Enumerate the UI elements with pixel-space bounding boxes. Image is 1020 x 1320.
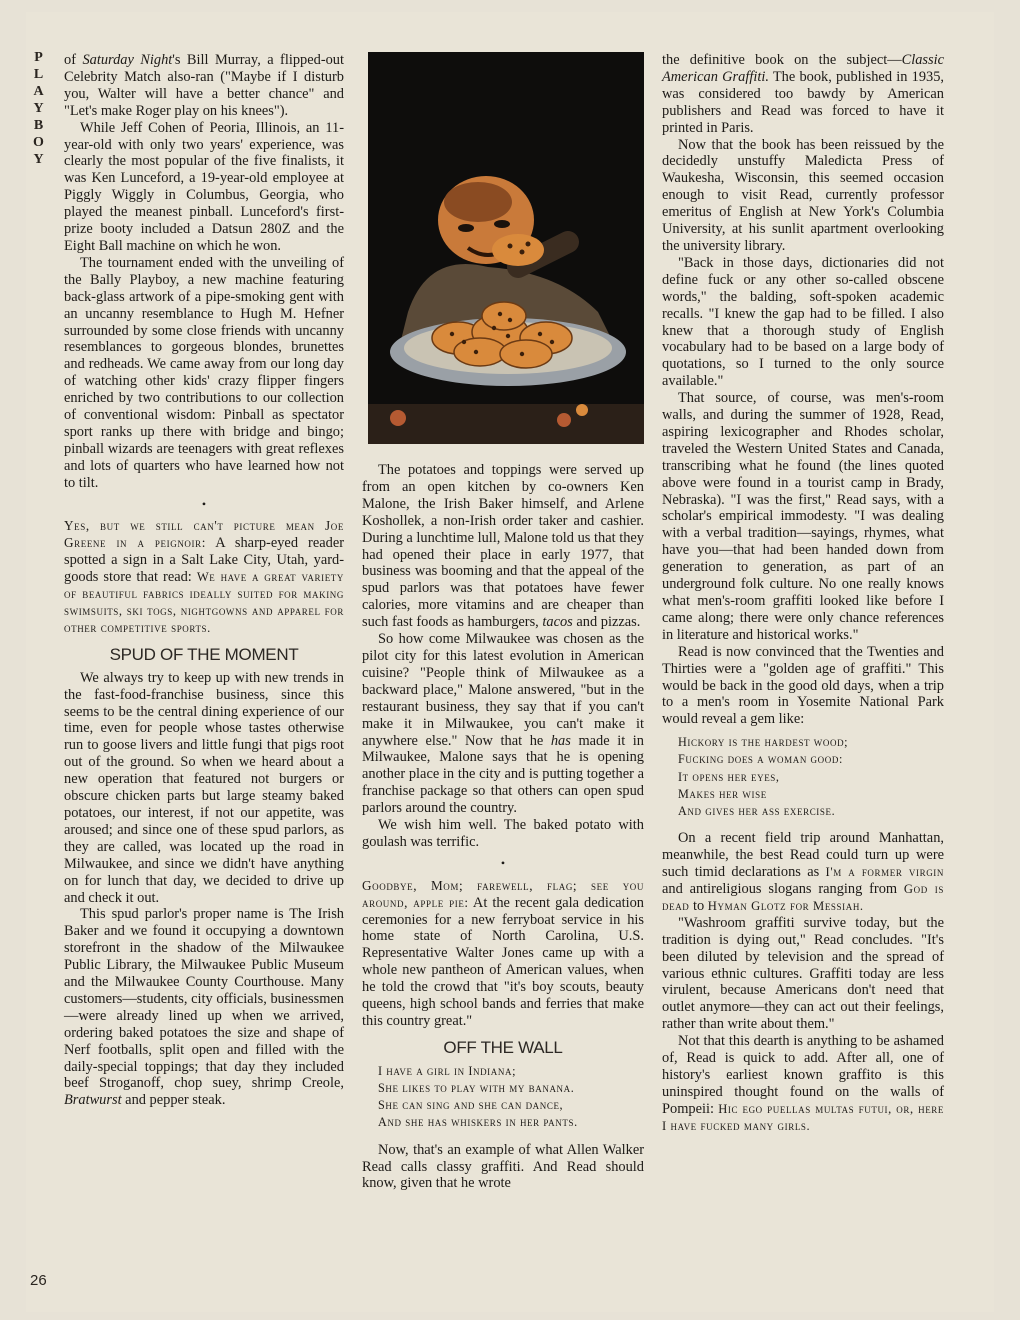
- potato-eater-illustration: [368, 52, 644, 444]
- paragraph: Now that the book has been reissued by the decidedly unstuffy Maledicta Press of Waukesha, Wisconsin, this seemed occasion enough to visit Read, currently professor emeritus of English at New York's Columbia University, at his sunlit apartment overlooking the university library.: [662, 136, 944, 254]
- verse-line: I have a girl in Indiana;: [378, 1063, 517, 1078]
- paragraph: This spud parlor's proper name is The Irish Baker and we found it occupying a downtown storefront in the shadow of the Milwaukee Public Library, the Milwaukee Public Museum and the Milwaukee County Courthouse. Many customers—students, city officials, businessmen—were already lined up when we arrived, ordering baked potatoes the size and shape of Nerf footballs, split open and filled with the daily-special toppings; that day they included beef Stroganoff, chop suey, shrimp Creole, Bratwurst and pepper steak.: [64, 906, 344, 1109]
- paragraph: While Jeff Cohen of Peoria, Illinois, an 11-year-old with only two years' experience, was clearly the most popular of the five finalists, it was Ken Lunceford, a 19-year-old employee at Piggly Wiggly in Columbus, Georgia, who played the meanest pinball. Lunceford's first-prize booty included a Datsun 280Z and the Eight Ball machine on which he won.: [64, 119, 344, 254]
- section-heading: SPUD OF THE MOMENT: [109, 644, 299, 664]
- verse-line: Hickory is the hardest wood;: [678, 735, 849, 750]
- item-paragraph: Yes, but we still can't picture mean Joe Greene in a peignoir: A sharp-eyed reader spotted a sign in a Salt Lake City, Utah, yard-goods store that read: We have a great variety of beautiful fabrics ideally suited for making swimsuits, ski togs, nightgowns and apparel for other competitive sports.: [64, 518, 344, 635]
- verse-indiana: [362, 1063, 644, 1132]
- verse-line: She can sing and she can dance,: [378, 1098, 564, 1113]
- verse-line: It opens her eyes,: [678, 769, 780, 784]
- column-3: [662, 52, 944, 1135]
- paragraph: "Back in those days, dictionaries did not define fuck or any other so-called obscene words," the balding, soft-spoken academic recalls. "I knew the gap had to be filled. I also knew that a thorough study of English vocabulary had to be based on a large body of quotations, so I turned to the only source available.": [662, 254, 944, 390]
- column-1: [64, 52, 344, 1109]
- paragraph: of Saturday Night's Bill Murray, a flipped-out Celebrity Match also-ran ("Maybe if I disturb you, Walter will have a better chance" and "Let's make Roger play on his knees").: [64, 52, 344, 119]
- item-kicker: Goodbye, Mom; farewell, flag; see you around, apple pie:: [362, 877, 644, 910]
- paragraph: The tournament ended with the unveiling of the Bally Playboy, a new machine featuring back-glass artwork of a pipe-smoking gent with an uncanny resemblance to Hugh M. Hefner surrounded by some close friends with uncanny resemblances to gorgeous blondes, brunettes and redheads. We came away from our long day of watching other kids' crazy flipper fingers enriched by two contributions to our collection of conventional wisdom: Pinball as spectator sport ranks up there with bridge and bingo; pinball wizards are teenagers with great reflexes and lots of quarters who have learned how not to tilt.: [64, 254, 344, 491]
- paragraph: The potatoes and toppings were served up from an open kitchen by co-owners Ken Malone, the Irish Baker himself, and Arlene Koshollek, a non-Irish order taker and cashier. During a lunchtime lull, Malone told us that they had opened their place in early 1977, that business was booming and that the appeal of the spud parlors was that potatoes have fewer calories, more vitamins and are cheaper than such fast foods as hamburgers, tacos and pizzas.: [362, 462, 644, 631]
- section-bullet: •: [201, 496, 207, 511]
- paragraph: We always try to keep up with new trends in the fast-food-franchise business, since this seems to be the central dining experience of our time, even for people whose tastes otherwise run to goose livers and little fungi that pigs root out of the ground. So when we heard about a new operation that featured not burgers or obscure chicken parts but large steamy baked potatoes, our interest, if not our appetite, was aroused; and since one of these spud parlors, as they are called, was located up the road in Milwaukee, and since we didn't have anything on for lunch that day, we decided to drive up and check it out.: [64, 669, 344, 906]
- paragraph: We wish him well. The baked potato with goulash was terrific.: [362, 817, 644, 850]
- paragraph: Read is now convinced that the Twenties and Thirties were a "golden age of graffiti." This would be back in the good old days, when a trip to a men's room in Yosemite National Park would reveal a gem like:: [662, 643, 944, 728]
- sign-text: We have a great variety of beautiful fabrics ideally suited for making swimsuits, ski togs, nightgowns and apparel for other competitive sports.: [64, 570, 344, 635]
- section-bullet: •: [500, 855, 506, 870]
- verse-line: Fucking does a woman good:: [678, 752, 843, 767]
- paragraph: On a recent field trip around Manhattan, meanwhile, the best Read could turn up were such timid declarations as I'm a former virgin and antireligious slogans ranging from God is dead to Hyman Glotz for Messiah.: [662, 830, 944, 914]
- paragraph: That source, of course, was men's-room walls, and during the summer of 1928, Read, aspiring lexicographer and Rhodes scholar, traveled the Western United States and Canada, transcribing what he found (the lines quoted above were found in a tourist camp in Brady, Nebraska). "I was the first," Read says, with a scholar's empirical immodesty. "I was dealing with a verbal tradition—sayings, rhymes, what have you—that had been handed down from generation to generation, as part of an underground folk culture. No one really knows what men's-room graffiti looked like before I came along; there were only chance references in literature and historical works.": [662, 390, 944, 643]
- column-2: [362, 52, 644, 1192]
- masthead-playboy: PLAYBOY: [31, 50, 46, 169]
- paragraph: Not that this dearth is anything to be ashamed of, Read is quick to add. After all, one of history's earliest known graffito is this uninspired thought found on the walls of Pompeii: Hic ego puellas multas futui, or, here I have fucked many girls.: [662, 1033, 944, 1133]
- verse-hickory: [662, 734, 944, 820]
- paragraph: the definitive book on the subject—Classic American Graffiti. The book, published in 1935, was considered too bawdy by American publishers and Read was forced to have it printed in Paris.: [662, 52, 944, 136]
- verse-line: Makes her wise: [678, 786, 767, 801]
- paragraph: So how come Milwaukee was chosen as the pilot city for this latest evolution in American cuisine? "People think of Milwaukee as a backward place," Malone answered, "but in the restaurant business, they say that if you can't make it in Milwaukee, you can't make it anywhere else." Now that he has made it in Milwaukee, Malone says that he is opening another place in the city and is putting together a franchise package so that others can open spud parlors around the country.: [362, 631, 644, 817]
- paragraph: "Washroom graffiti survive today, but the tradition is dying out," Read concludes. "It's been diluted by television and the spread of various ethnic cultures. Graffiti today are less virulent, because Americans don't need that outlet anymore—they can act out their feelings, rather than write about them.": [662, 914, 944, 1033]
- verse-line: And she has whiskers in her pants.: [378, 1115, 578, 1130]
- section-heading: OFF THE WALL: [443, 1037, 563, 1057]
- paragraph: Now, that's an example of what Allen Walker Read calls classy graffiti. And Read should know, given that he wrote: [362, 1141, 644, 1192]
- illustration-art: [368, 52, 644, 444]
- verse-line: And gives her ass exercise.: [678, 804, 836, 819]
- item-paragraph: Goodbye, Mom; farewell, flag; see you around, apple pie: At the recent gala dedication ceremonies for a new ferryboat service in his home state of North Carolina, U.S. Representative Walter Jones came up with a whole new pantheon of American values, when he told the crowd that "it's boy scouts, beauty queens, high school bands and ferries that make this country great.": [362, 877, 644, 1029]
- verse-line: She likes to play with my banana.: [378, 1081, 575, 1096]
- item-kicker: Yes, but we still can't picture mean Joe Greene in a peignoir:: [64, 518, 344, 551]
- page-number: 26: [30, 1272, 47, 1289]
